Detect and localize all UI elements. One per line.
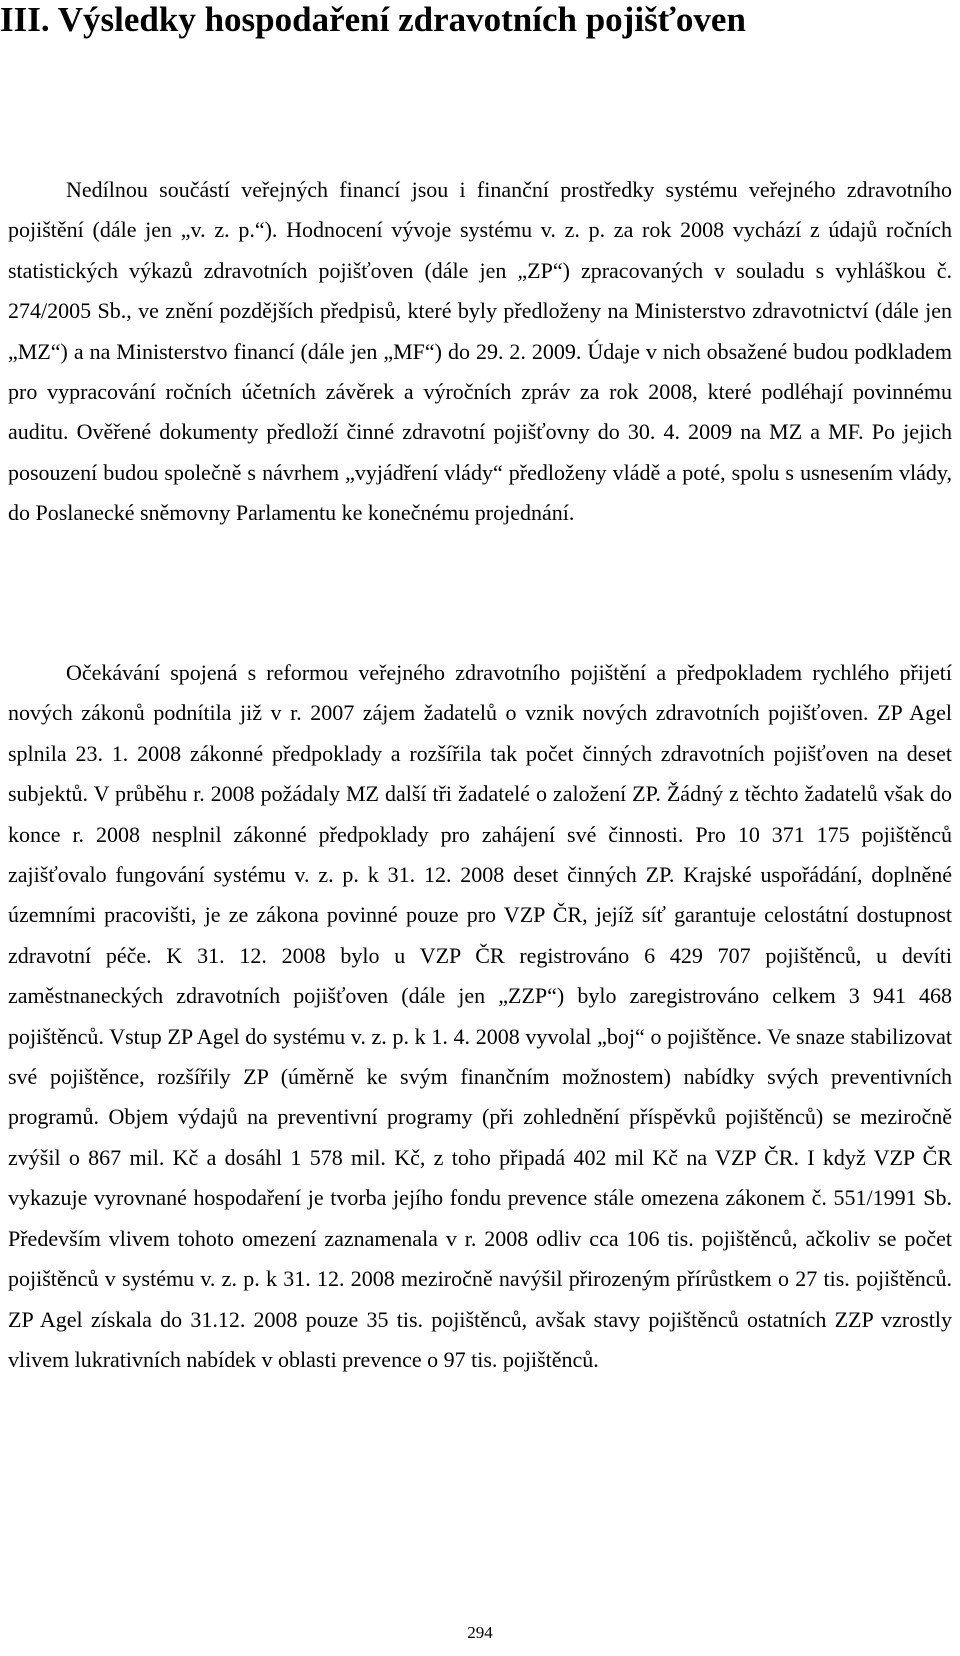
section-heading: III. Výsledky hospodaření zdravotních pojišťoven — [0, 0, 746, 39]
body-paragraph: Očekávání spojená s reformou veřejného zdravotního pojištění a předpokladem rychlého přijetí nových zákonů podnítila již v r. 2007 zájem žadatelů o vznik nových zdravotních pojišťoven. ZP Agel splnila 23. 1. 2008 zákonné předpoklady a rozšířila tak počet činných zdravotních pojišťoven na deset subjektů. V průběhu r. 2008 požádaly MZ další tři žadatelé o založení ZP. Žádný z těchto žadatelů však do konce r. 2008 nesplnil zákonné předpoklady pro zahájení své činnosti. Pro 10 371 175 pojištěnců zajišťovalo fungování systému v. z. p. k 31. 12. 2008 deset činných ZP. Krajské uspořádání, doplněné územními pracovišti, je ze zákona povinné pouze pro VZP ČR, jejíž síť garantuje celostátní dostupnost zdravotní péče. K 31. 12. 2008 bylo u VZP ČR registrováno 6 429 707 pojištěnců, u devíti zaměstnaneckých zdravotních pojišťoven (dále jen „ZZP“) bylo zaregistrováno celkem 3 941 468 pojištěnců. Vstup ZP Agel do systému v. z. p. k 1. 4. 2008 vyvolal „boj“ o pojištěnce. Ve snaze stabilizovat své pojištěnce, rozšířily ZP (úměrně ke svým finančním možnostem) nabídky svých preventivních programů. Objem výdajů na preventivní programy (při zohlednění příspěvků pojištěnců) se meziročně zvýšil o 867 mil. Kč a dosáhl 1 578 mil. Kč, z toho připadá 402 mil Kč na VZP ČR. I když VZP ČR vykazuje vyrovnané hospodaření je tvorba jejího fondu prevence stále omezena zákonem č. 551/1991 Sb. Především vlivem tohoto omezení zaznamenala v r. 2008 odliv cca 106 tis. pojištěnců, ačkoliv se počet pojištěnců v systému v. z. p. k 31. 12. 2008 meziročně navýšil přirozeným přírůstkem o 27 tis. pojištěnců. ZP Agel získala do 31.12. 2008 pouze 35 tis. pojištěnců, avšak stavy pojištěnců ostatních ZZP vzrostly vlivem lukrativních nabídek v oblasti prevence o 97 tis. pojištěnců. — [8, 660, 952, 1372]
page-number: 294 — [467, 1623, 493, 1642]
body-paragraph: Nedílnou součástí veřejných financí jsou i finanční prostředky systému veřejného zdravotního pojištění (dále jen „v. z. p.“). Hodnocení vývoje systému v. z. p. za rok 2008 vychází z údajů ročních statistických výkazů zdravotních pojišťoven (dále jen „ZP“) zpracovaných v souladu s vyhláškou č. 274/2005 Sb., ve znění pozdějších předpisů, které byly předloženy na Ministerstvo zdravotnictví (dále jen „MZ“) a na Ministerstvo financí (dále jen „MF“) do 29. 2. 2009. Údaje v nich obsažené budou podkladem pro vypracování ročních účetních závěrek a výročních zpráv za rok 2008, které podléhají povinnému auditu. Ověřené dokumenty předloží činné zdravotní pojišťovny do 30. 4. 2009 na MZ a MF. Po jejich posouzení budou společně s návrhem „vyjádření vlády“ předloženy vládě a poté, spolu s usnesením vlády, do Poslanecké sněmovny Parlamentu ke konečnému projednání. — [8, 177, 952, 526]
